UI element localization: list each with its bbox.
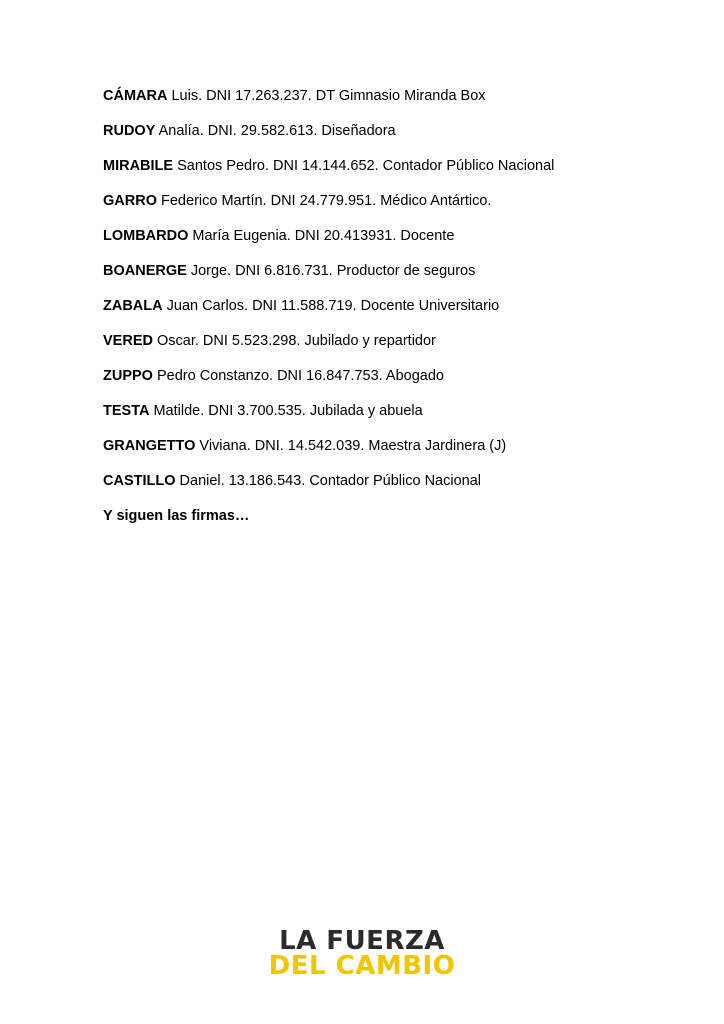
party-logo (0, 926, 724, 981)
signatory-surname: ZABALA (103, 298, 163, 314)
signatory-details: Analía. DNI. 29.582.613. Diseñadora (155, 123, 396, 139)
signatory-item (103, 471, 554, 506)
signatory-item (103, 121, 554, 156)
signatory-details: Daniel. 13.186.543. Contador Público Nacional (175, 473, 482, 489)
logo-line-2: DEL CAMBIO (268, 951, 456, 981)
signatory-details: Viviana. DNI. 14.542.039. Maestra Jardinera (J) (195, 438, 507, 454)
signatory-details: Jorge. DNI 6.816.731. Productor de seguros (186, 263, 476, 279)
signatory-surname: BOANERGE (103, 263, 187, 279)
signatory-details: Juan Carlos. DNI 11.588.719. Docente Universitario (162, 298, 500, 314)
signatory-item (103, 86, 554, 121)
signatory-surname: LOMBARDO (103, 228, 189, 244)
signatory-surname: RUDOY (103, 123, 156, 139)
signatory-details: Federico Martín. DNI 24.779.951. Médico Antártico. (156, 193, 492, 209)
signatory-details: Oscar. DNI 5.523.298. Jubilado y repartidor (152, 333, 436, 349)
signatory-surname: GARRO (103, 193, 157, 209)
signatory-details: Santos Pedro. DNI 14.144.652. Contador Público Nacional (173, 158, 555, 174)
closing-note: Y siguen las firmas… (103, 508, 250, 524)
signatory-list (103, 86, 554, 506)
signatory-surname: CÁMARA (103, 88, 168, 104)
signatory-item (103, 401, 554, 436)
signatory-details: Matilde. DNI 3.700.535. Jubilada y abuela (149, 403, 423, 419)
signatory-details: María Eugenia. DNI 20.413931. Docente (188, 228, 455, 244)
signatory-item (103, 296, 554, 331)
signatory-surname: ZUPPO (103, 368, 153, 384)
signatory-item (103, 226, 554, 261)
logo-line-1: LA FUERZA (279, 926, 445, 956)
signatory-item (103, 191, 554, 226)
signatory-surname: TESTA (103, 403, 150, 419)
signatory-surname: CASTILLO (103, 473, 176, 489)
signatory-item (103, 156, 554, 191)
signatory-item (103, 366, 554, 401)
signatory-item (103, 331, 554, 366)
signatory-item (103, 261, 554, 296)
signatory-item (103, 436, 554, 471)
signatory-surname: VERED (103, 333, 153, 349)
signatory-details: Pedro Constanzo. DNI 16.847.753. Abogado (152, 368, 444, 384)
signatory-surname: MIRABILE (103, 158, 174, 174)
signatory-details: Luis. DNI 17.263.237. DT Gimnasio Miranda Box (167, 88, 486, 104)
signatory-surname: GRANGETTO (103, 438, 196, 454)
